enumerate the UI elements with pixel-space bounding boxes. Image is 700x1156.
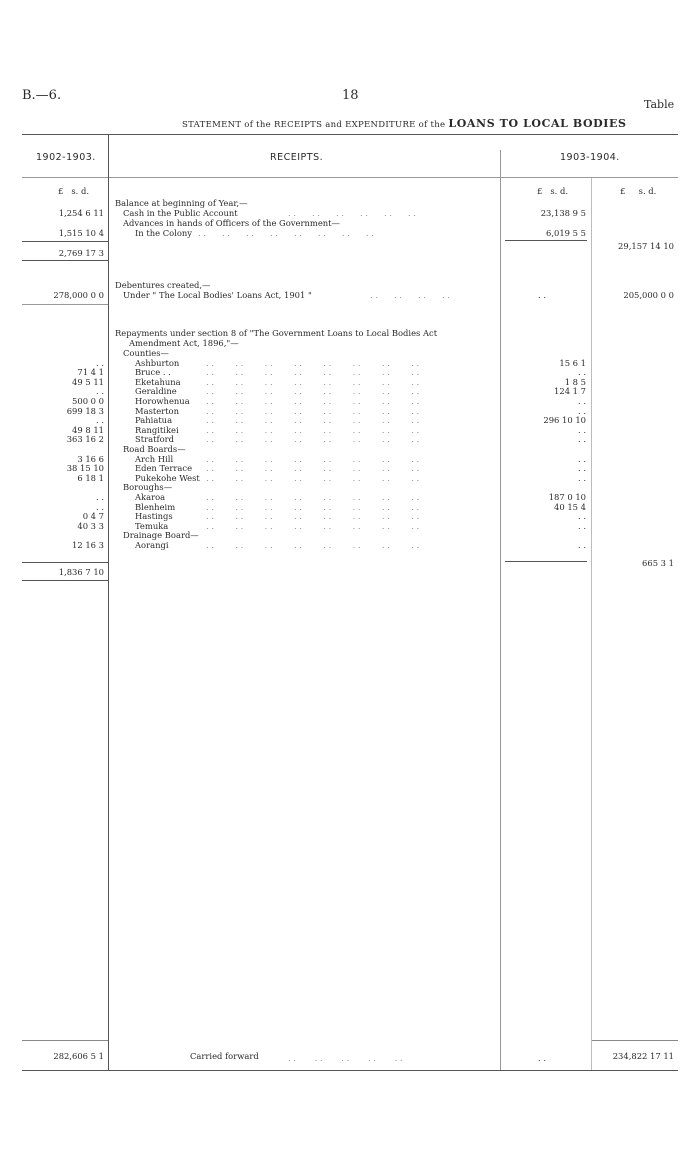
header-1903-1904: 1903-1904.	[560, 152, 620, 163]
repayment-cur: 40 15 4	[554, 501, 586, 512]
repayment-prev: . .	[96, 492, 104, 502]
dots: . . . . . . . . . . . . . . . .	[206, 540, 420, 550]
repayment-prev: . .	[96, 357, 104, 368]
dots: . . . . . . . .	[370, 290, 450, 300]
debentures-cur-mid: . .	[538, 290, 546, 300]
repayment-cur: 296 10 10	[543, 415, 586, 426]
carried-forward-cur: 234,822 17 11	[612, 1051, 674, 1061]
debentures-label: Under " The Local Bodies' Loans Act, 1901 "	[123, 290, 312, 300]
carried-forward-label: Carried forward	[190, 1051, 259, 1061]
currency-header-left: £ s. d.	[58, 186, 90, 196]
repayment-name: Arch Hill	[135, 453, 174, 464]
repayment-cur: 15 6 1	[559, 357, 586, 368]
dots: . . . . . . . . . . . . . . . .	[206, 357, 420, 368]
repayment-name: Bruce . .	[135, 367, 171, 378]
repayment-name: Eden Terrace	[135, 463, 193, 474]
repayments-total-rule-left	[22, 562, 108, 563]
repayments-total-rule-mid	[505, 561, 587, 562]
repayment-name: Eketahuna	[135, 376, 181, 387]
carried-forward-cur-mid: . .	[538, 1053, 546, 1063]
repayment-cur: 187 0 10	[548, 492, 586, 502]
statement-title	[182, 117, 627, 130]
currency-header-mid: £ s. d.	[537, 186, 569, 196]
col-divider-left	[108, 134, 109, 1070]
balance-heading: Balance at beginning of Year,—	[115, 198, 248, 208]
debentures-heading: Debentures created,—	[115, 280, 211, 290]
repayment-name: Pahiatua	[135, 415, 173, 426]
repayment-prev: 49 5 11	[72, 376, 104, 387]
header-1902-1903: 1902-1903.	[36, 152, 96, 163]
page-reference: B.—6.	[22, 88, 62, 103]
dots: . . . . . . . . . . . . . . . .	[206, 405, 420, 416]
repayment-name: Horowhenua	[135, 396, 190, 406]
debentures-prev: 278,000 0 0	[53, 290, 104, 300]
cash-cur: 23,138 9 5	[540, 208, 586, 218]
repayment-name: Blenheim	[135, 501, 176, 512]
section-rule	[22, 304, 108, 305]
section-rule	[22, 260, 108, 261]
repayment-cur: . .	[578, 405, 586, 416]
group-heading: Drainage Board—	[123, 530, 199, 541]
advances-prev: 1,515 10 4	[58, 228, 104, 238]
repayments-total-prev: 1,836 7 10	[58, 567, 104, 577]
repayment-cur: . .	[578, 463, 586, 474]
balance-subtotal-prev: 2,769 17 3	[58, 248, 104, 258]
subtotal-rule-mid	[505, 240, 587, 241]
carried-forward-prev: 282,606 5 1	[53, 1051, 104, 1061]
dots: . . . . . . . . . . . . . . . .	[206, 424, 420, 435]
statement-title-bold: LOANS TO LOCAL BODIES	[448, 117, 627, 130]
group-heading: Road Boards—	[123, 444, 186, 454]
repayment-prev: 6 18 1	[77, 472, 104, 483]
dots: . . . . . . . . . . . . . . . .	[206, 501, 420, 512]
col-divider-inner	[591, 178, 592, 1070]
repayment-prev: 3 16 6	[77, 453, 104, 464]
repayment-cur: . .	[578, 434, 586, 445]
repayment-cur: 1 8 5	[564, 376, 586, 387]
dots: . . . . . . . . . . . . . . . .	[206, 453, 420, 464]
subtotal-rule-left	[22, 241, 108, 242]
page-number: 18	[342, 88, 359, 103]
repayment-cur: . .	[578, 511, 586, 522]
repayment-cur: . .	[578, 472, 586, 483]
repayment-name: Masterton	[135, 405, 179, 416]
dots: . . . . . . . . . . . . . . . .	[206, 396, 420, 406]
repayments-heading-2: Amendment Act, 1896,"—	[129, 338, 239, 348]
repayment-cur: 124 1 7	[554, 386, 586, 397]
balance-subtotal-cur: 29,157 14 10	[618, 241, 674, 251]
repayment-name: Ashburton	[135, 357, 180, 368]
repayment-name: Akaroa	[135, 492, 166, 502]
debentures-cur: 205,000 0 0	[623, 290, 674, 300]
dots: . . . . . . . . . . . . . . . .	[206, 367, 420, 378]
dots: . . . . . . . . . .	[288, 1053, 403, 1063]
advances-cur: 6,019 5 5	[546, 228, 586, 238]
repayment-prev: 40 3 3	[77, 520, 104, 531]
dots: . . . . . . . . . . . . . . . .	[206, 434, 420, 445]
repayment-prev: . .	[96, 386, 104, 397]
section-rule	[22, 580, 108, 581]
dots: . . . . . . . . . . . . . . . .	[206, 376, 420, 387]
repayment-cur: . .	[578, 520, 586, 531]
advances-colony-label: In the Colony	[135, 228, 193, 238]
repayments-total-cur: 665 3 1	[642, 558, 674, 568]
dots: . . . . . . . . . . . . . . . .	[206, 386, 420, 397]
repayment-cur: . .	[578, 367, 586, 378]
group-heading: Counties—	[123, 348, 169, 358]
repayment-prev: 71 4 1	[77, 367, 104, 378]
repayment-cur: . .	[578, 396, 586, 406]
col-divider-right	[500, 150, 501, 1070]
dots: . . . . . . . . . . . . . . . .	[206, 520, 420, 531]
footer-rule-left	[22, 1040, 108, 1041]
repayment-prev: . .	[96, 415, 104, 426]
table-bottom-rule	[22, 1070, 678, 1071]
dots: . . . . . . . . . . . . . . . .	[206, 511, 420, 522]
cash-label: Cash in the Public Account	[123, 208, 238, 218]
advances-label: Advances in hands of Officers of the Government—	[123, 218, 340, 228]
repayment-prev: 38 15 10	[66, 463, 104, 474]
repayment-name: Rangitikei	[135, 424, 179, 435]
dots: . . . . . . . . . . . .	[288, 208, 416, 218]
repayment-name: Pukekohe West	[135, 472, 200, 483]
dots: . . . . . . . . . . . . . . . .	[206, 415, 420, 426]
cash-prev: 1,254 6 11	[58, 208, 104, 218]
repayment-cur: . .	[578, 540, 586, 550]
dots: . . . . . . . . . . . . . . . .	[206, 463, 420, 474]
dots: . . . . . . . . . . . . . . . .	[206, 472, 420, 483]
repayment-name: Temuka	[135, 520, 169, 531]
header-rule	[22, 177, 678, 178]
repayment-prev: 363 16 2	[66, 434, 104, 445]
repayment-cur: . .	[578, 453, 586, 464]
repayment-prev: 699 18 3	[66, 405, 104, 416]
repayment-name: Aorangi	[135, 540, 169, 550]
repayment-prev: 49 8 11	[72, 424, 104, 435]
repayments-heading: Repayments under section 8 of "The Government Loans to Local Bodies Act	[115, 328, 438, 338]
repayment-name: Stratford	[135, 434, 174, 445]
currency-header-right: £ s. d.	[620, 186, 657, 196]
repayment-prev: 500 0 0	[72, 396, 104, 406]
repayment-prev: 0 4 7	[82, 511, 104, 522]
repayment-prev: 12 16 3	[72, 540, 104, 550]
header-receipts: RECEIPTS.	[270, 152, 324, 163]
group-heading: Boroughs—	[123, 482, 173, 493]
statement-title-prefix: STATEMENT of the RECEIPTS and EXPENDITURE of the	[182, 120, 446, 130]
repayment-prev: . .	[96, 501, 104, 512]
footer-rule-right	[592, 1040, 678, 1041]
repayment-name: Geraldine	[135, 386, 177, 397]
dots: . . . . . . . . . . . . . . . .	[206, 492, 420, 502]
repayment-name: Hastings	[135, 511, 173, 522]
table-label: Table	[644, 98, 675, 111]
repayment-cur: . .	[578, 424, 586, 435]
table-top-rule	[22, 134, 678, 135]
dots: . . . . . . . . . . . . . . . .	[198, 228, 374, 238]
